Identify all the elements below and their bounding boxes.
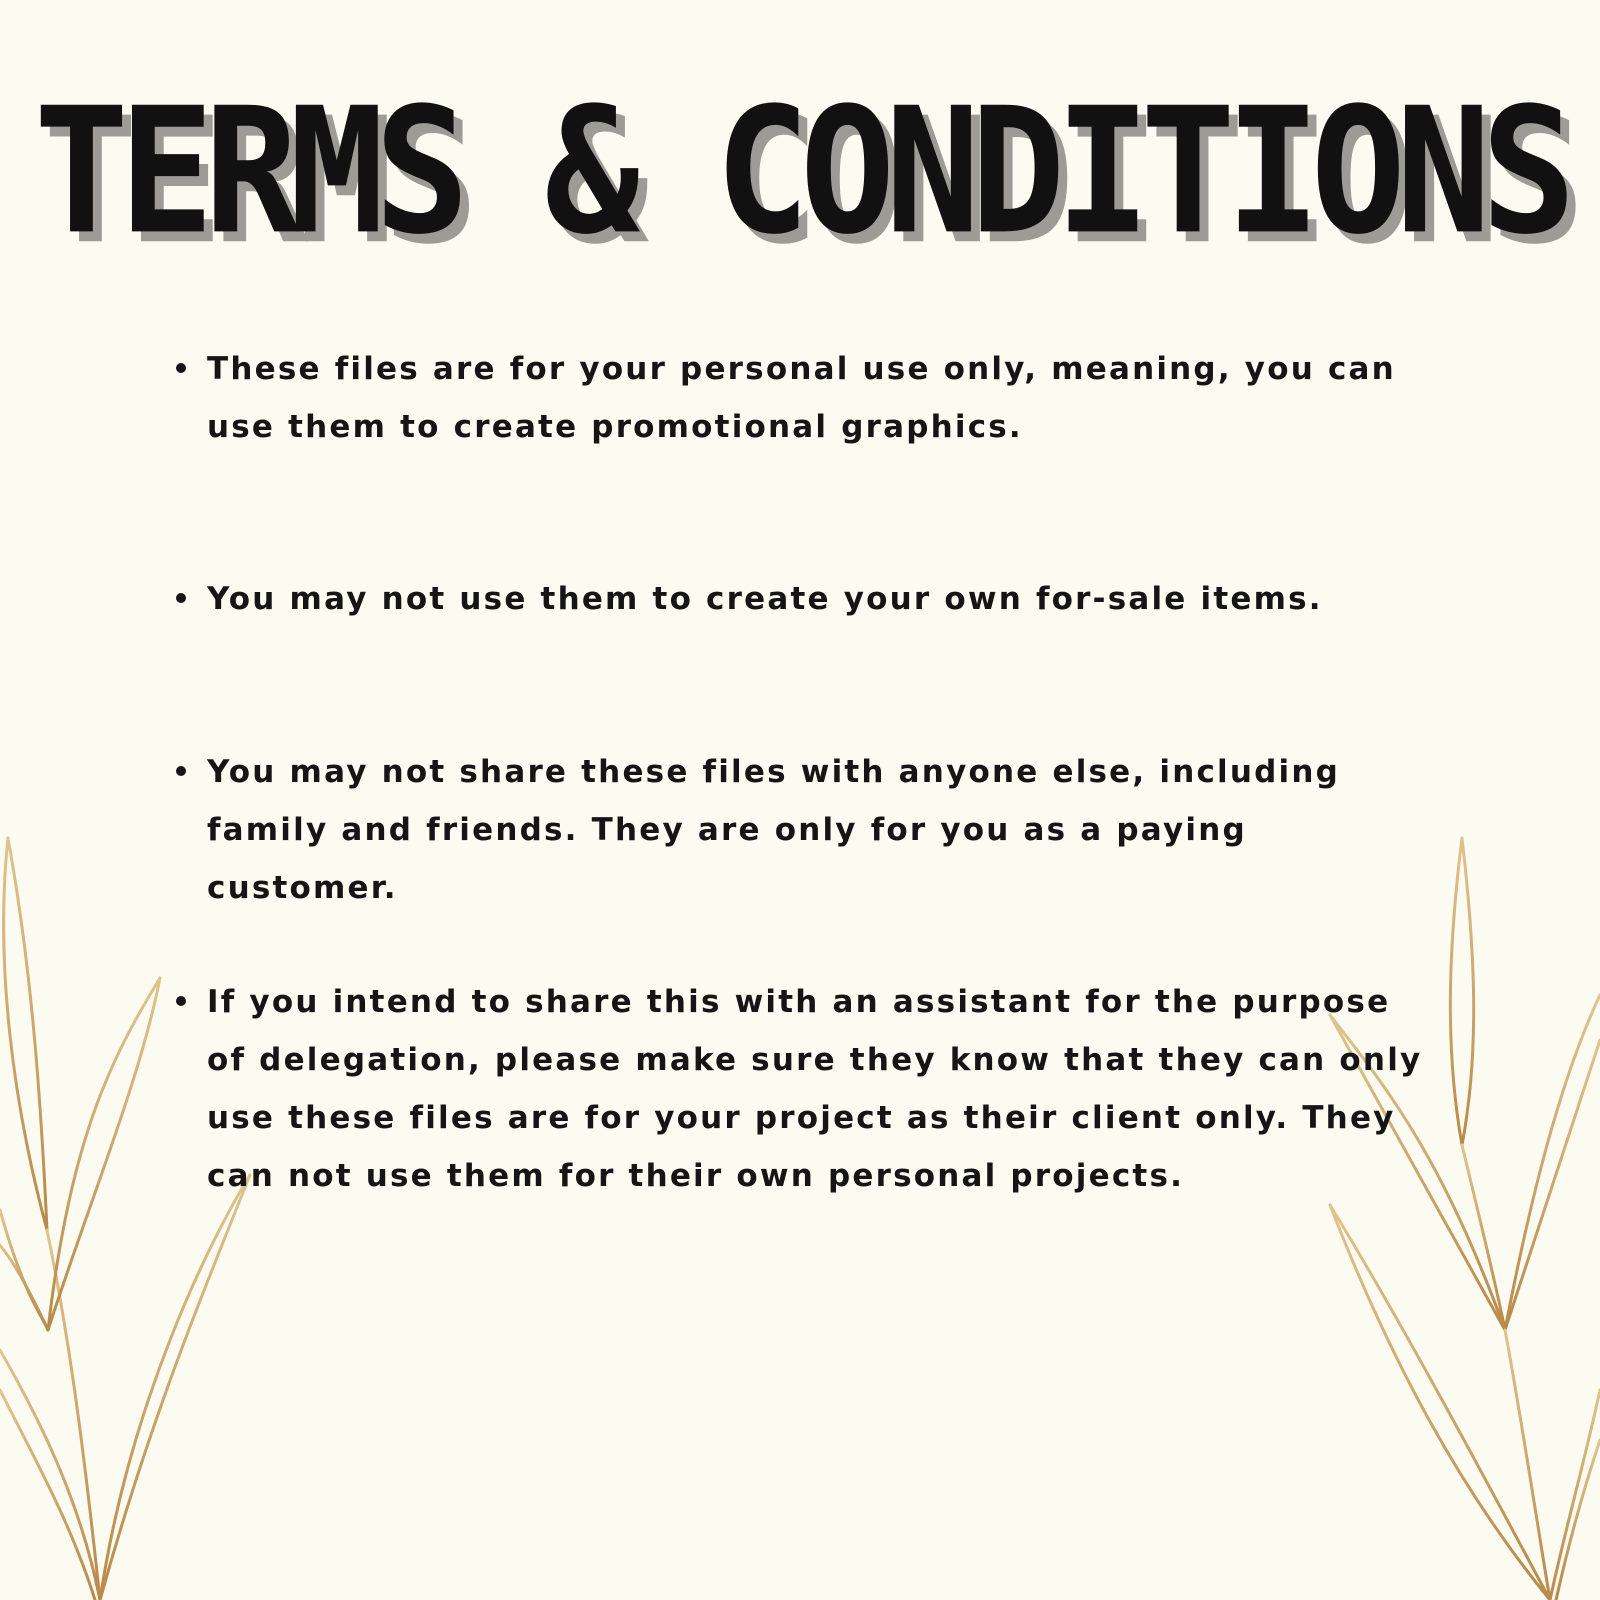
page-title: TERMS & CONDITIONS — [33, 70, 1567, 274]
term-text: You may not share these files with anyone else, including family and friends. They are only for you as a paying customer. — [207, 754, 1341, 906]
term-item-no-resale — [172, 570, 1442, 628]
term-text: These files are for your personal use only, meaning, you can use them to create promotional graphics. — [207, 351, 1396, 445]
bullet-icon — [176, 593, 186, 603]
bullet-icon — [176, 363, 186, 373]
bullet-icon — [176, 996, 186, 1006]
title-block — [0, 40, 1600, 300]
term-item-assistant-delegation — [172, 973, 1442, 1205]
term-item-no-sharing — [172, 743, 1442, 917]
term-item-personal-use — [172, 340, 1442, 456]
bullet-icon — [176, 766, 186, 776]
term-text: If you intend to share this with an assistant for the purpose of delegation, please make sure they know that they can only use these files are for your project as their client only. They can not use them for their own personal projects. — [207, 984, 1423, 1194]
term-text: You may not use them to create your own for-sale items. — [207, 581, 1323, 617]
